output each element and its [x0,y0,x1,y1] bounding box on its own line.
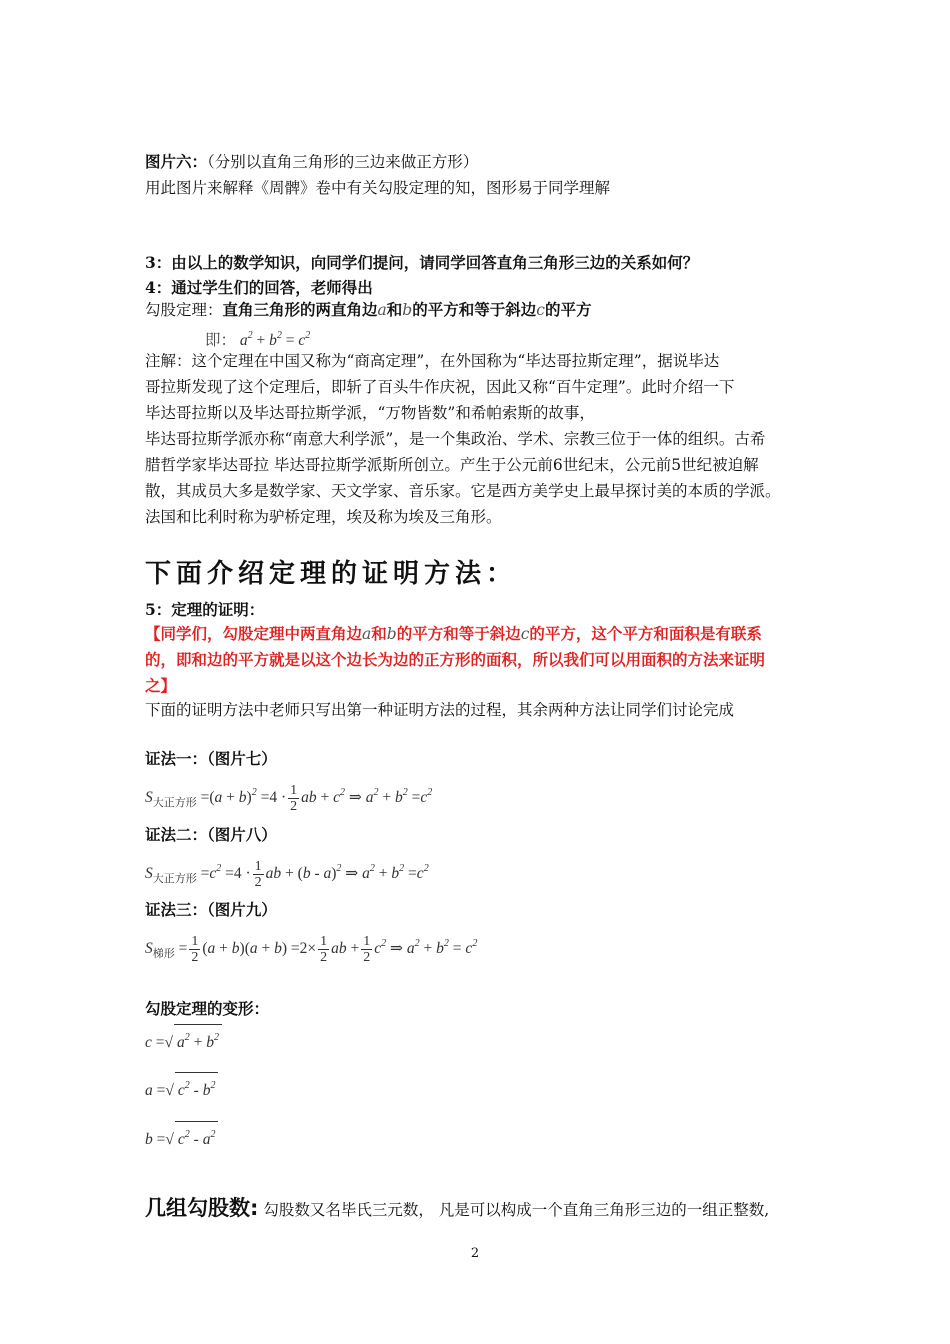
theorem-var-a: a [377,301,387,319]
theorem-text-3: 的平方 [544,300,592,319]
proof-section-heading: 下面介绍定理的证明方法： [145,559,518,589]
proof-3-formula: $S_{梯形}$ = $\frac{1}{2}$ (a + b)(a + b) =2× $\frac{1}{2}$ ab + $\frac{1}{2}$ $c^2$ ⇒ $a^2 + b^2 = c^2$ [145,933,478,965]
proof-3-label: 证法三：（图片九） [145,900,277,919]
red-note-1d: 的平方，这个平方和面积是有联系 [529,624,762,643]
figure6-line [145,149,478,175]
red-note-var-a: a [362,625,372,643]
red-note-1b: 和 [371,624,387,643]
red-note-var-b: b [386,625,397,643]
pythagorean-triples-line [145,1195,769,1223]
proof-1-formula: $S_{大正方形} =(a + b)^2 =4$ · $\frac{1}{2}$ ab + $c^2$ ⇒ $a^2 + b^2 =c^2$ [145,782,433,814]
note-line-4: 毕达哥拉斯学派亦称“南意大利学派”，是一个集政治、学术、宗教三位于一体的组织。古希 [145,430,766,448]
theorem-label: 勾股定理： [145,301,223,319]
variants-label: 勾股定理的变形： [145,999,270,1018]
variant-c-formula: c =√ $a^2 + b^2$ [145,1024,222,1056]
triples-text: 勾股数又名毕氏三元数， 凡是可以构成一个直角三角形三边的一组正整数, [263,1201,770,1219]
red-note-1c: 的平方和等于斜边 [396,624,521,643]
proof-intro: 下面的证明方法中老师只写出第一种证明方法的过程，其余两种方法让同学们讨论完成 [145,701,735,719]
theorem-text-1: 直角三角形的两直角边 [222,300,378,319]
figure6-text: （分别以直角三角形的三边来做正方形） [207,153,479,171]
note-line-5: 腊哲学家毕达哥拉 毕达哥拉斯学派斯所创立。产生于公元前6世纪末，公元前5世纪被迫解 [145,456,759,474]
red-note-1a: 【同学们，勾股定理中两直角边 [145,624,363,643]
theorem-var-c: c [536,301,545,319]
red-note-line-2: 的，即和边的平方就是以这个边长为边的正方形的面积，所以我们可以用面积的方法来证明 [145,650,766,669]
note-line-1: 注解：这个定理在中国又称为“商高定理”，在外国称为“毕达哥拉斯定理”，据说毕达 [145,352,720,370]
question-3: 3：由以上的数学知识，向同学们提问，请同学回答直角三角形三边的关系如何？ [145,253,699,272]
proof-2-subscript: 大正方形 [152,873,197,885]
red-note-line-3: 之】 [145,676,177,695]
note-line-3: 毕达哥拉斯以及毕达哥拉斯学派，“万物皆数”和希帕索斯的故事， [145,404,595,422]
figure6-label: 图片六： [145,152,208,171]
proof-2-label: 证法二：（图片八） [145,825,277,844]
proof-1-label: 证法一：（图片七） [145,749,277,768]
red-note-var-c: c [520,625,530,643]
theorem-text-2: 的平方和等于斜边 [412,300,537,319]
section-5-title: 5：定理的证明： [145,600,265,619]
ji-label: 即： [205,332,237,349]
triples-title: 几组勾股数: [145,1196,259,1220]
page-number: 2 [470,1246,480,1261]
proof-3-subscript: 梯形 [152,948,175,960]
note-line-6: 散，其成员大多是数学家、天文学家、音乐家。它是西方美学史上最早探讨美的本质的学派。 [145,482,781,500]
theorem-statement [145,297,591,323]
variant-b-formula: b =√ $c^2 - a^2$ [145,1121,218,1153]
theorem-and: 和 [386,300,403,319]
question-4: 4：通过学生们的回答，老师得出 [145,278,373,297]
theorem-formula: 即： $a^2 + b^2 = c^2$ [205,330,311,349]
proof-1-subscript: 大正方形 [152,797,197,809]
theorem-var-b: b [402,301,413,319]
variant-a-formula: a =√ $c^2 - b^2$ [145,1072,218,1104]
proof-2-formula: $S_{大正方形} =c^2 =4$ · $\frac{1}{2}$ ab + (b - a)$^2$ ⇒ $a^2 + b^2 =c^2$ [145,858,429,890]
note-line-2: 哥拉斯发现了这个定理后，即斩了百头牛作庆祝，因此又称“百牛定理”。此时介绍一下 [145,378,735,396]
red-note-line-1 [145,621,762,647]
figure6-explanation: 用此图片来解释《周髀》卷中有关勾股定理的知，图形易于同学理解 [145,179,611,197]
note-line-7: 法国和比利时称为驴桥定理，埃及称为埃及三角形。 [145,508,502,526]
